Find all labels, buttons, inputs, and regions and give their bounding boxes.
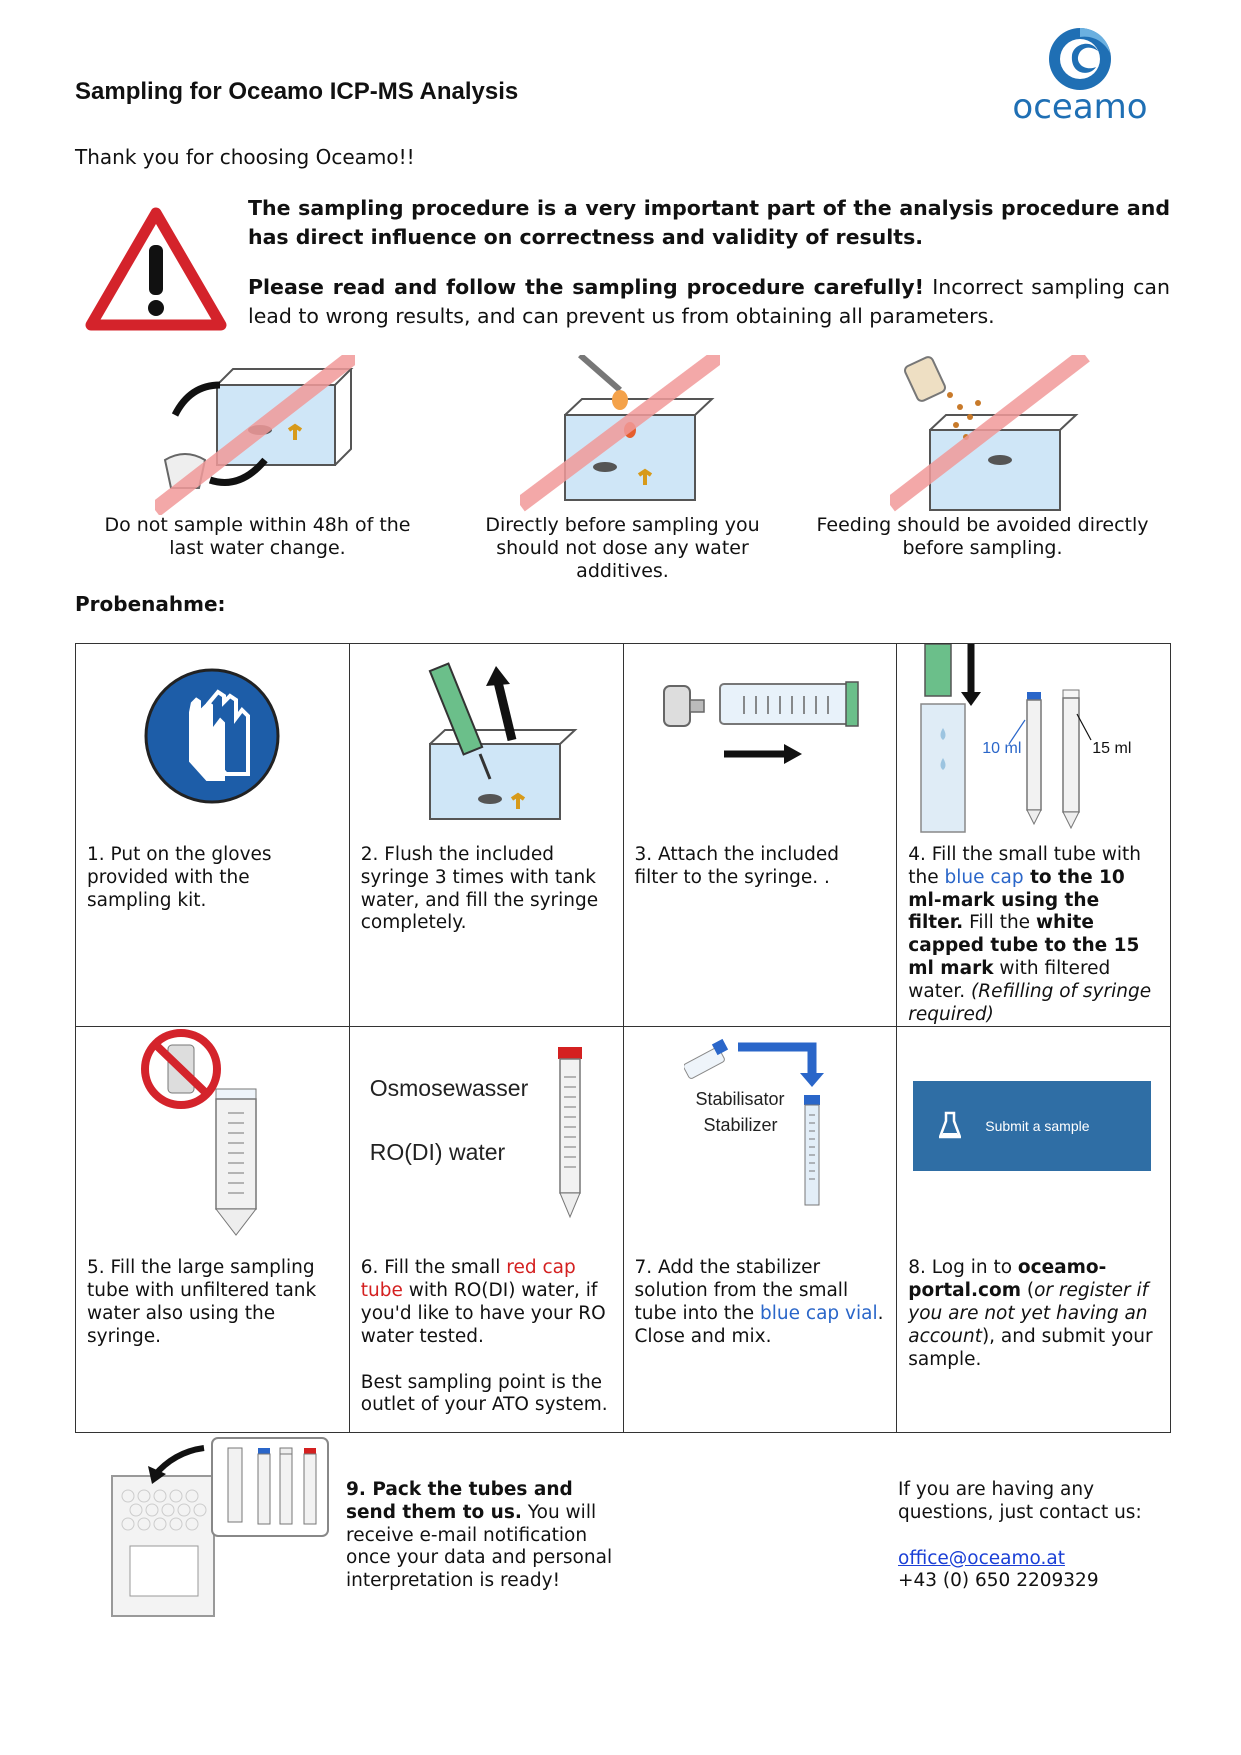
label-osmosewasser: Osmosewasser	[369, 1075, 529, 1102]
aquarium-dosing-icon	[520, 355, 720, 515]
warning-triangle-icon	[85, 207, 227, 335]
step-4-part-f: (Refilling of syringe required)	[908, 980, 1152, 1025]
aquarium-water-change-icon	[155, 355, 355, 515]
bubble-envelope-icon	[108, 1436, 330, 1620]
dont-caption-2: Directly before sampling you should not dose any water additives.	[485, 514, 760, 582]
step-4-part-e: with filtered water.	[908, 957, 1111, 1002]
step-6-part-b: with RO(DI) water, if you'd like to have your RO water tested.	[360, 1280, 606, 1347]
portal-link[interactable]: oceamo-portal.com	[908, 1257, 1107, 1302]
step-8-text	[897, 1257, 1170, 1371]
step-4-blue-cap: blue cap	[944, 866, 1024, 888]
step-7-text	[624, 1257, 897, 1348]
steps-row-2	[76, 1027, 1171, 1433]
step-7-part-a: Add the stabilizer solution from the small tube into the	[634, 1257, 849, 1324]
step-5-cell	[76, 1027, 350, 1433]
step-6-part-a: Fill the small	[378, 1257, 507, 1279]
red-cap-tube-icon	[550, 1047, 590, 1227]
steps-row-1	[76, 644, 1171, 1027]
step-8-cell	[897, 1027, 1171, 1433]
filter-attach-icon	[624, 644, 896, 844]
flask-icon	[939, 1111, 961, 1141]
step-9-part-b: You will receive e-mail notification once your data and personal interpretation is ready!	[346, 1501, 613, 1592]
step-6-text	[350, 1257, 623, 1417]
syringe-flush-icon	[350, 644, 622, 844]
step-9-text	[346, 1479, 616, 1593]
oceamo-logo	[1000, 25, 1160, 130]
step-3-cell	[623, 644, 897, 1027]
step-6-red-cap: red cap tube	[360, 1257, 576, 1302]
step-1-number: 1.	[87, 844, 105, 865]
warning-paragraph-1: The sampling procedure is a very important part of the analysis procedure and has direct influence on correctness and validity of results.	[248, 196, 1170, 249]
step-4-part-b: to the 10 ml-mark using the filter.	[908, 866, 1125, 934]
step-7-part-b: . Close and mix.	[634, 1302, 884, 1347]
contact-intro: If you are having any questions, just contact us:	[898, 1479, 1142, 1523]
step-3-number: 3.	[634, 844, 653, 865]
warning-paragraph-2	[248, 273, 1170, 331]
step-4-number: 4.	[908, 844, 926, 865]
dont-caption-1: Do not sample within 48h of the last water change.	[104, 514, 411, 559]
label-10ml: 10 ml	[982, 740, 1022, 757]
step-6-cell	[349, 1027, 623, 1433]
step-1-text	[76, 844, 349, 912]
step-8-number: 8.	[908, 1257, 926, 1279]
warning-emphasis: Please read and follow the sampling procedure carefully!	[248, 275, 924, 299]
step-4-part-d: white capped tube to the 15 ml mark	[908, 912, 1140, 979]
step-5-number: 5.	[87, 1257, 105, 1279]
dont-caption-3: Feeding should be avoided directly before sampling.	[816, 514, 1149, 559]
step-2-text	[350, 844, 623, 935]
warning-text	[248, 194, 1170, 352]
page-title: Sampling for Oceamo ICP-MS Analysis	[75, 78, 519, 105]
large-tube-no-filter-icon	[76, 1027, 348, 1257]
step-5-text	[76, 1257, 349, 1348]
steps-table	[75, 643, 1171, 1433]
step-3-description: Attach the included filter to the syringe. .	[634, 844, 839, 888]
label-stabilizer: Stabilizer	[703, 1115, 778, 1136]
dont-additives-illustration	[520, 355, 720, 515]
dont-water-change-illustration	[155, 355, 355, 515]
contact-block	[898, 1479, 1158, 1593]
step-3-text	[624, 844, 897, 890]
label-15ml: 15 ml	[1092, 740, 1132, 757]
step-2-number: 2.	[360, 844, 379, 865]
step-1-description: Put on the gloves provided with the sampling kit.	[87, 844, 272, 911]
pack-tubes-illustration	[108, 1436, 330, 1620]
logo-wordmark: oceamo	[1012, 87, 1148, 127]
step-7-blue-cap-vial: blue cap vial	[760, 1302, 878, 1324]
step-1-cell	[76, 644, 350, 1027]
warning-rest: Incorrect sampling can lead to wrong results, and can prevent us from obtaining all parameters.	[248, 275, 1170, 328]
label-stabilisator: Stabilisator	[695, 1089, 785, 1110]
step-7-number: 7.	[634, 1257, 653, 1279]
submit-sample-label: Submit a sample	[985, 1118, 1090, 1135]
warning-sign	[85, 207, 227, 335]
step-9-part-a: Pack the tubes and send them to us.	[346, 1479, 573, 1523]
aquarium-feeding-icon	[890, 355, 1090, 515]
step-6-best-point: Best sampling point is the outlet of your ATO system.	[360, 1371, 608, 1416]
step-8-part-a: Log in to	[925, 1257, 1018, 1279]
step-8-part-e: ), and submit your sample.	[908, 1325, 1153, 1370]
step-5-description: Fill the large sampling tube with unfiltered tank water also using the syringe.	[87, 1257, 317, 1347]
step-7-cell	[623, 1027, 897, 1433]
step-4-part-c: Fill the	[963, 912, 1036, 934]
step-8-part-d: or register if you are not yet having an account	[908, 1280, 1149, 1347]
step-4-cell	[897, 644, 1171, 1027]
gloves-icon	[76, 644, 348, 844]
section-heading-probenahme: Probenahme:	[75, 592, 226, 616]
thank-you-text: Thank you for choosing Oceamo!!	[75, 145, 415, 169]
step-4-text	[897, 844, 1170, 1026]
contact-phone: +43 (0) 650 2209329	[898, 1570, 1099, 1592]
step-2-cell	[349, 644, 623, 1027]
step-9-number: 9.	[346, 1479, 366, 1500]
step-2-description: Flush the included syringe 3 times with tank water, and fill the syringe completely.	[360, 844, 599, 934]
wave-logo-icon	[1000, 25, 1160, 95]
step-6-number: 6.	[360, 1257, 379, 1279]
step-8-part-c: (	[1020, 1280, 1035, 1302]
step-4-part-a: Fill the small tube with the	[908, 844, 1142, 888]
contact-email-link[interactable]: office@oceamo.at	[898, 1547, 1065, 1569]
label-ro-di-water: RO(DI) water	[369, 1139, 506, 1166]
submit-sample-button[interactable]	[913, 1081, 1151, 1171]
dont-feeding-illustration	[890, 355, 1090, 515]
